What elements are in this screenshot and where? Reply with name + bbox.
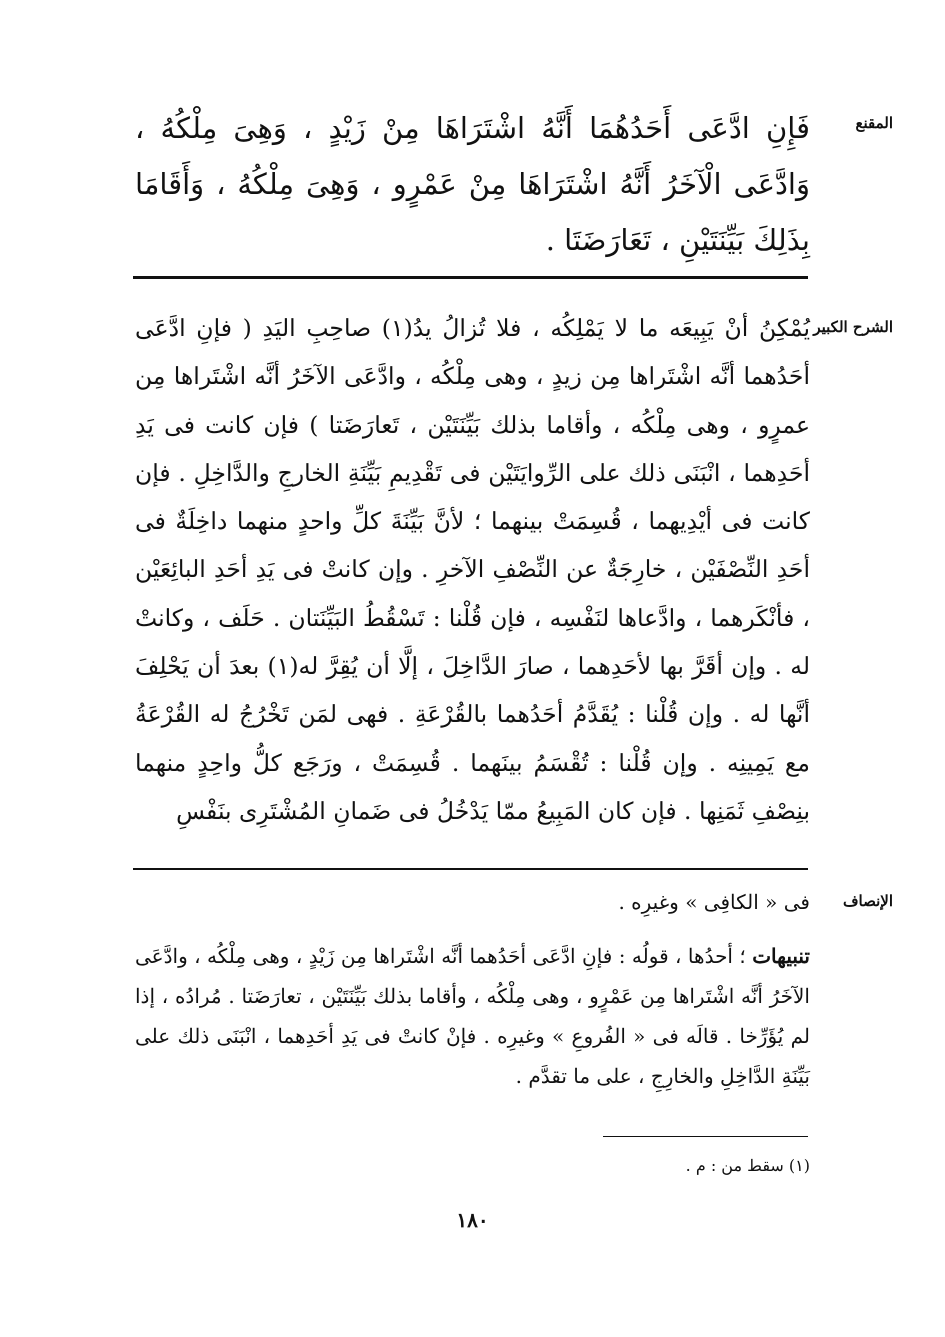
insaf-section <box>0 882 945 1112</box>
section-divider-thin <box>133 868 808 870</box>
insaf-label: الإنصاف <box>842 892 893 910</box>
page-number: ١٨٠ <box>456 1208 489 1232</box>
section-divider-thick <box>133 276 808 279</box>
footnote: (١) سقط من : م . <box>685 1156 810 1175</box>
muqni-section <box>0 100 945 270</box>
insaf-lead: تنبيهات <box>752 944 810 968</box>
sharh-text <box>135 304 810 835</box>
footnote-divider <box>603 1136 808 1137</box>
sharh-paragraph: يُمْكِنُ أنْ يَبِيعَه ما لا يَمْلِكُه ، فلا تُزالُ يدُ(١) صاحِبِ اليَدِ ( فإنِ ادَّعَى أحَدُهما أنَّه اشْتَراها مِن زيدٍ ، وهى مِلْكُه ، وادَّعَى الآخَرُ أنَّه اشْتَراها مِن عمرٍو ، وهى مِلْكُه ، وأقاما بذلك بَيِّنَتَيْن ، تَعارَضَتا ) فإن كانت فى يَدِ أحَدِهما ، انْبَنَى ذلك على الرِّوايَتَيْن فى تَقْدِيمِ بَيِّنَةِ الخارجِ والدَّاخِلِ . فإن كانت فى أيْدِيهما ، قُسِمَتْ بينهما ؛ لأنَّ بَيِّنَةَ كلِّ واحدٍ منهما داخِلَةٌ فى أحَدِ النِّصْفَيْن ، خارِجَةٌ عن النِّصْفِ الآخرِ . وإن كانتْ فى يَدِ أحَدِ البائِعَيْن ، فأنْكَرهما ، وادَّعاها لنَفْسِه ، فإن قُلْنا : تَسْقُطُ البَيِّنَتان . حَلَف ، وكانتْ له . وإن أقَرَّ بها لأحَدِهما ، صارَ الدَّاخِلَ ، إلَّا أن يُقِرَّ له(١) بعدَ أن يَحْلِفَ أنَّها له . وإن قُلْنا : يُقَدَّمُ أحَدُهما بالقُرْعَةِ . فهى لمَن تَخْرُجُ له القُرْعَةُ مع يَمِينِه . وإن قُلْنا : تُقْسَمُ بينَهما . قُسِمَتْ ، ورَجَع كلُّ واحِدٍ منهما بنِصْفِ ثَمَنِها . فإن كان المَبِيعُ ممّا يَدْخُلُ فى ضَمانِ المُشْتَرِى بنَفْسِ <box>135 314 810 825</box>
insaf-text <box>135 882 810 1096</box>
insaf-paragraph <box>135 936 810 1096</box>
muqni-text <box>135 100 810 268</box>
insaf-body: ؛ أحدُها ، قولُه : فإنِ ادَّعَى أحَدُهما أنَّه اشْتَراها مِن زَيْدٍ ، وهى مِلْكُه ، وادَّعَى الآخَرُ أنَّه اشْتَراها مِن عَمْرٍو ، وهى مِلْكُه ، وأقاما بذلك بَيِّنَتَيْن ، تعارَضَتا . مُرادُه ، إذا لم يُؤَرِّخا . قالَه فى « الفُروعِ » وغيرِه . فإنْ كانتْ فى يَدِ أحَدِهما ، انْبَنَى ذلك على بَيِّنَةِ الدَّاخِلِ والخارِجِ ، على ما تقدَّم . <box>135 944 810 1088</box>
muqni-label: المقنع <box>855 114 893 132</box>
sharh-section <box>0 304 945 864</box>
sharh-label: الشرح الكبير <box>813 318 893 336</box>
insaf-intro: فى « الكافِى » وغيرِه . <box>618 890 810 914</box>
muqni-paragraph: فَإِنِ ادَّعَى أَحَدُهُمَا أَنَّهُ اشْتَرَاهَا مِنْ زَيْدٍ ، وَهِىَ مِلْكُهُ ، وَادَّعَى الْآخَرُ أَنَّهُ اشْتَرَاهَا مِنْ عَمْرٍو ، وَهِىَ مِلْكُهُ ، وَأَقَامَا بِذَلِكَ بَيِّنَتَيْنِ ، تَعَارَضَتَا . <box>135 111 810 257</box>
